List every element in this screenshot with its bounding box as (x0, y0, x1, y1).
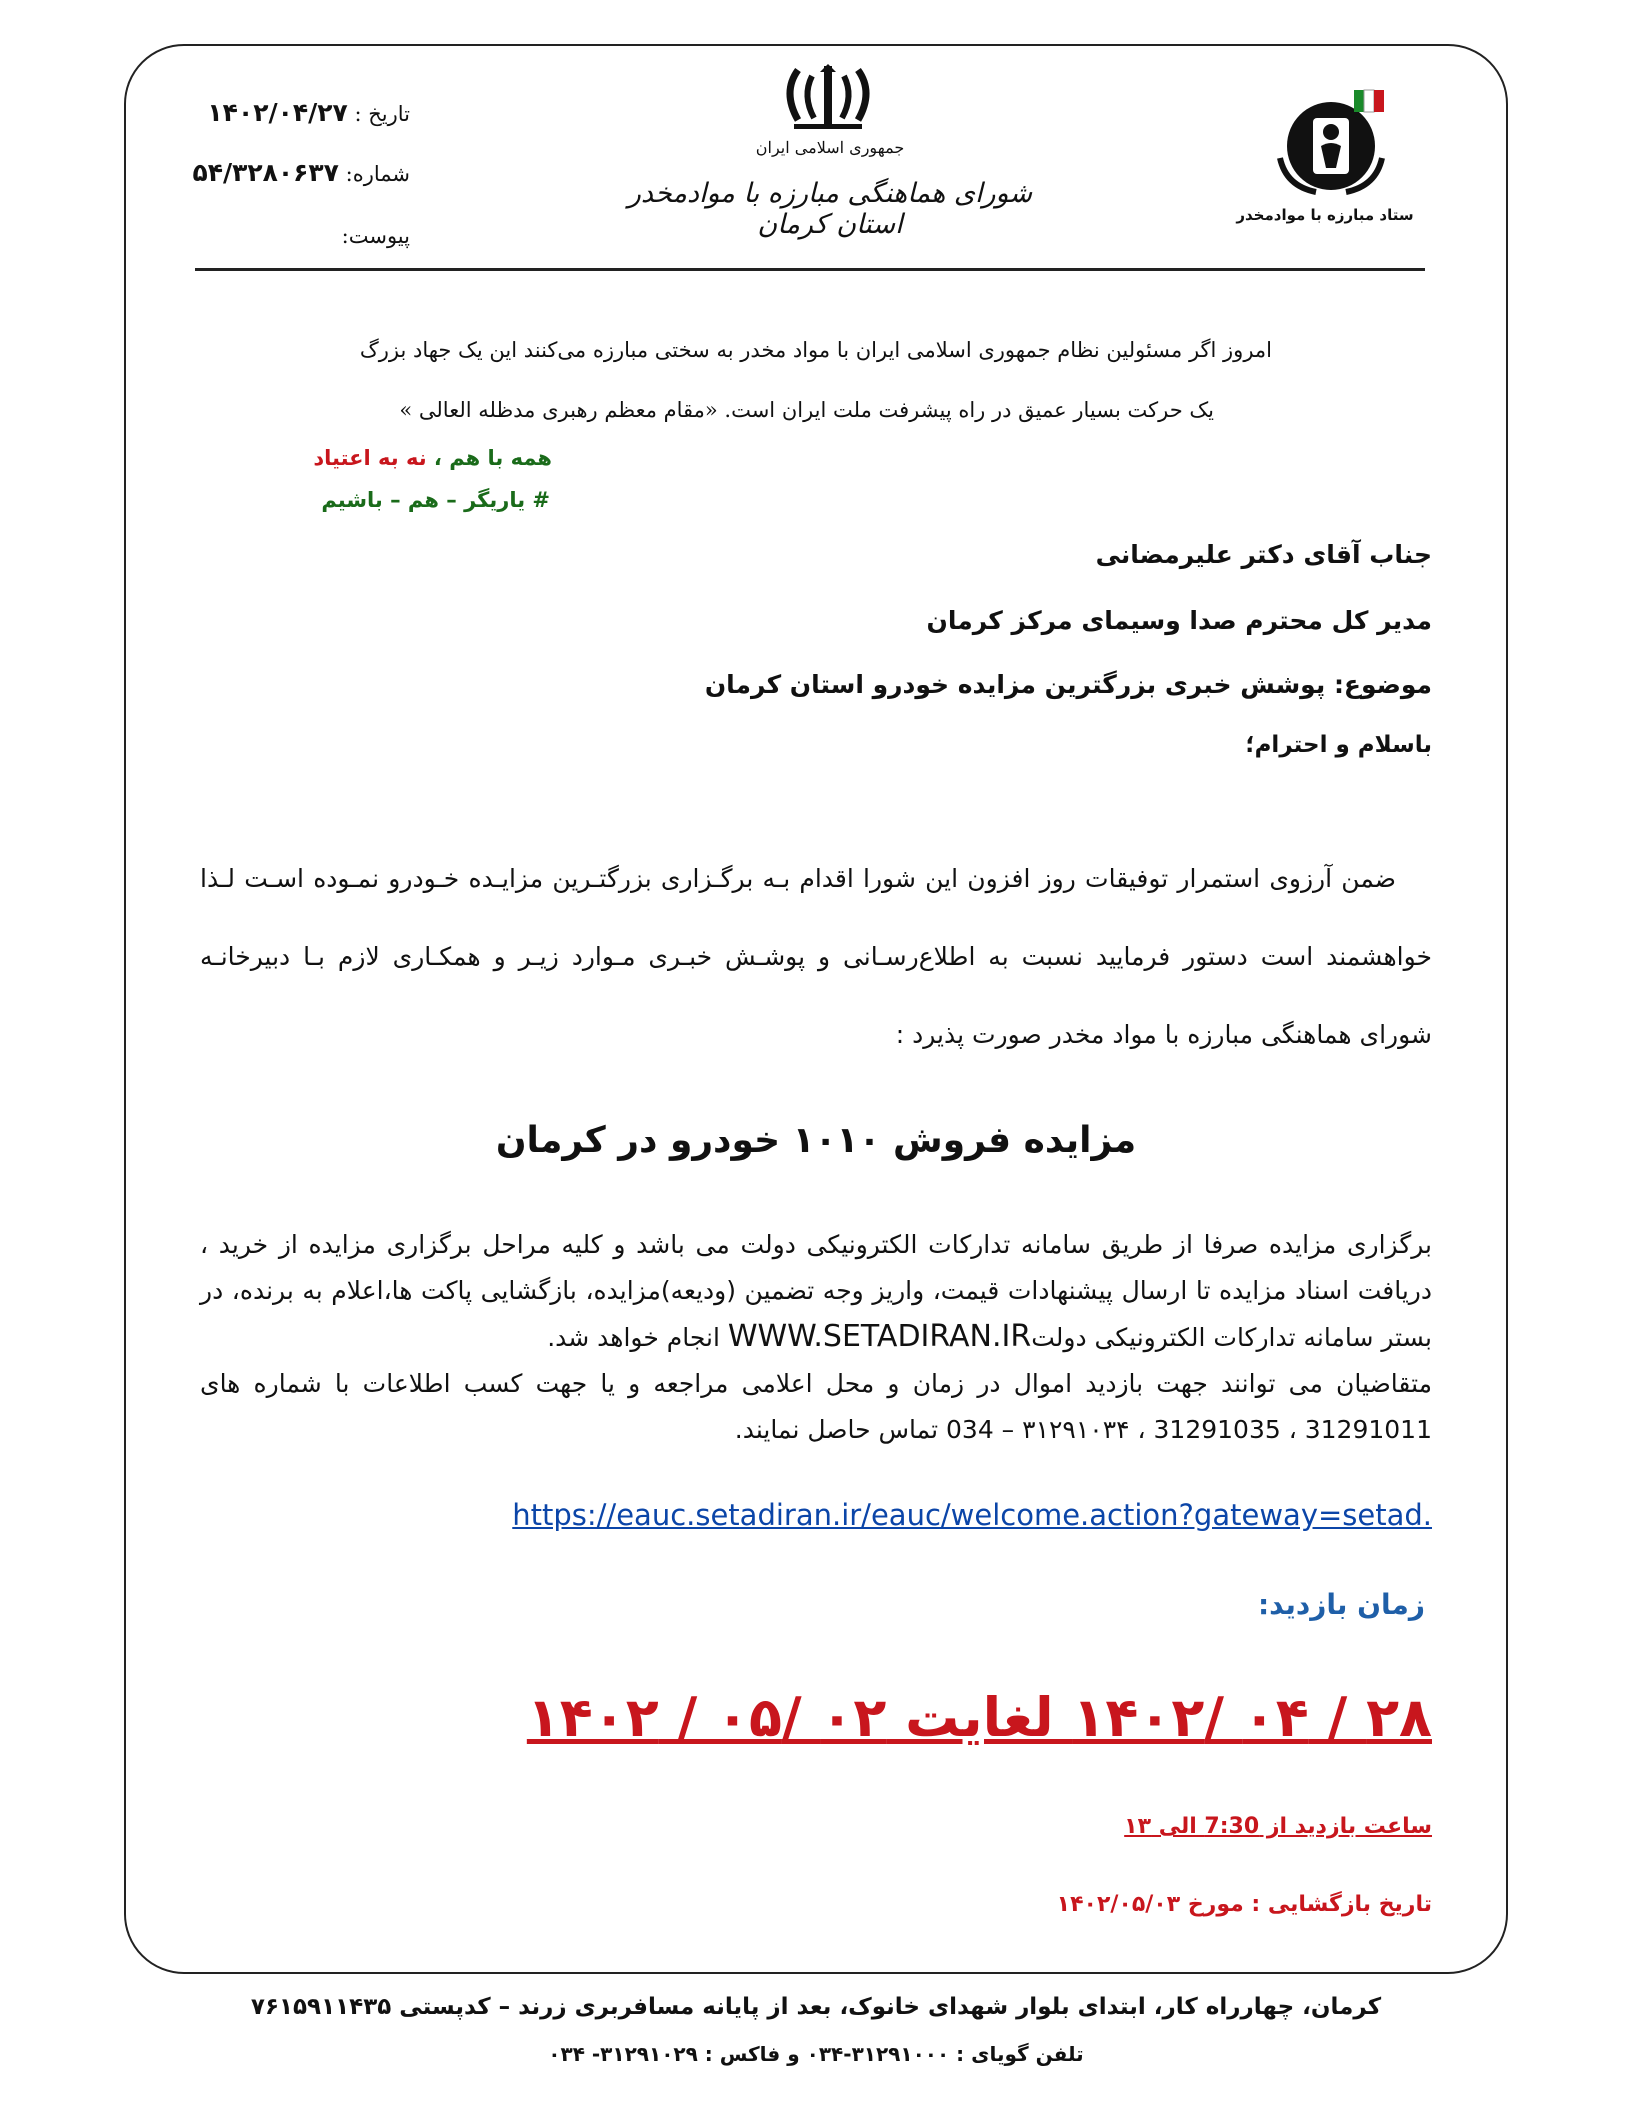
date-field (160, 100, 410, 125)
attachment-field (160, 226, 410, 247)
number-value: ۵۴/۳۲۸۰۶۳۷ (192, 158, 339, 187)
slogan (313, 446, 552, 470)
opening-date: تاریخ بازگشایی : مورخ ۱۴۰۲/۰۵/۰۳ (1056, 1892, 1432, 1917)
slogan-part-1: همه با هم ، (433, 446, 552, 470)
republic-label: جمهوری اسلامی ایران (755, 138, 905, 157)
auction-link[interactable]: https://eauc.setadiran.ir/eauc/welcome.action?gateway=setad. (512, 1498, 1432, 1532)
body-paragraph-1: ضمن آرزوی استمرار توفیقات روز افزون این شورا اقدام بـه برگـزاری بزرگتـرین مزایـده خـودرو نمـوده اسـت لـذا خواهشمند است دستور فرمایید نسبت به اطلاع‌رسـانی و پوشـش خبـری مـوارد زیـر و همکـاری لازم بـا دبیرخانـه شورای هماهنگی مبارزه با مواد مخدر صورت پذیرد : (200, 864, 1432, 1049)
anti-narcotics-logo-icon (1266, 88, 1396, 198)
letter-subject: موضوع: پوشش خبری بزرگترین مزایده خودرو استان کرمان (704, 670, 1432, 699)
body-paragraph-2 (200, 1222, 1432, 1453)
logo-caption: ستاد مبارزه با موادمخدر (1236, 206, 1414, 224)
body-paragraph-2c: متقاضیان می توانند جهت بازدید اموال در زمان و محل اعلامی مراجعه و یا جهت کسب اطلاعات با شماره های 31291011 ، 31291035 ، ۳۱۲۹۱۰۳۴ – 034 تماس حاصل نمایند. (200, 1369, 1432, 1444)
visit-dates: ۲۸ / ۰۴ /۱۴۰۲ لغایت ۰۲ /۰۵ / ۱۴۰۲ (526, 1686, 1432, 1749)
slogan-hashtag: # یاریگر – هم – باشیم (321, 488, 550, 512)
number-field (160, 160, 410, 185)
footer-address: کرمان، چهارراه کار، ابتدای بلوار شهدای خانوک، بعد از پایانه مسافربری زرند – کدپستی ۷۶۱۵۹۱۱۴۳۵ (250, 1994, 1382, 2020)
date-label: تاریخ : (354, 102, 410, 126)
letter-greeting: باسلام و احترام؛ (1245, 732, 1432, 758)
slogan-part-2: نه به اعتیاد (313, 446, 427, 470)
number-label: شماره: (345, 162, 410, 186)
body-paragraph-2b: انجام خواهد شد. (547, 1323, 728, 1352)
footer-phones: تلفن گویای : ۳۱۲۹۱۰۰۰-۰۳۴ و فاکس : ۳۱۲۹۱۰۲۹- ۰۳۴ (548, 2042, 1084, 2066)
addressee-name: جناب آقای دکتر علیرمضانی (1095, 540, 1432, 569)
visit-hours: ساعت بازدید از 7:30 الی ۱۳ (1124, 1814, 1432, 1839)
addressee-title: مدیر کل محترم صدا وسیمای مرکز کرمان (926, 606, 1432, 635)
body-paragraph-2a: برگزاری مزایده صرفا از طریق سامانه تدارکات الکترونیکی دولت می باشد و کلیه مراحل برگزاری مزایده از خرید ، دریافت اسناد مزایده تا ارسال پیشنهادات قیمت، واریز وجه تضمین (ودیعه)مزایده، بازگشایی پاکت ها،اعلام به برنده، در بستر سامانه تدارکات الکترونیکی دولت (200, 1230, 1432, 1352)
council-title: شورای هماهنگی مبارزه با موادمخدر استان کرمان (627, 178, 1033, 240)
iran-emblem-icon (768, 62, 888, 132)
quote-line-1: امروز اگر مسئولین نظام جمهوری اسلامی ایران با مواد مخدر به سختی مبارزه می‌کنند این یک جهاد بزرگ (359, 338, 1272, 362)
attachment-label: پیوست: (341, 224, 410, 248)
auction-headline: مزایده فروش ۱۰۱۰ خودرو در کرمان (495, 1120, 1137, 1161)
visit-heading: زمان بازدید: (1257, 1588, 1425, 1621)
quote-line-2: یک حرکت بسیار عمیق در راه پیشرفت ملت ایران است. «مقام معظم رهبری مدظله العالی » (399, 398, 1214, 422)
setad-website: WWW.SETADIRAN.IR (727, 1319, 1032, 1354)
date-value: ۱۴۰۲/۰۴/۲۷ (207, 98, 348, 127)
header-divider (195, 268, 1425, 271)
